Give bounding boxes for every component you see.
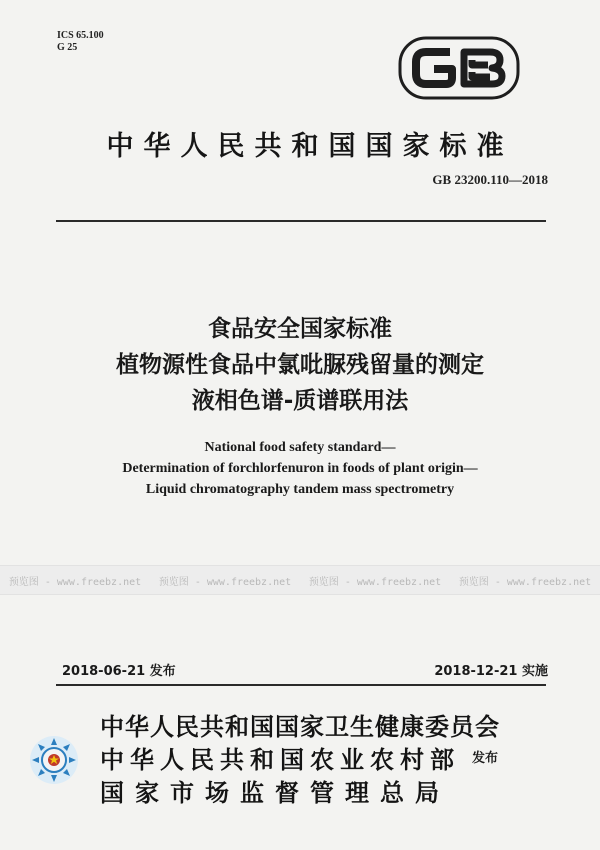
footer-divider [56,684,546,686]
issue-date: 2018-06-21 发布 [62,664,176,679]
preview-watermark-strip [0,565,600,595]
title-en-line2: Determination of forchlorfenuron in foods of plant origin— [122,461,478,476]
watermark-text: 预览图 - www.freebz.net [8,576,142,588]
gb-logo-icon [398,36,520,100]
title-en-line1: National food safety standard— [204,440,396,455]
standard-number: GB 23200.110—2018 [432,172,548,187]
publish-label: 发布 [472,751,499,766]
ics-code: ICS 65.100 [57,30,104,41]
nation-standard-title: 中华人民共和国国家标准 [106,131,514,162]
watermark-text: 预览图 - www.freebz.net [458,576,592,588]
title-en-line3: Liquid chromatography tandem mass spectrometry [145,482,455,497]
issuer-market-regulation: 国家市场监督管理总局 [100,779,450,807]
watermark-text: 预览图 - www.freebz.net [308,576,442,588]
issuer-agriculture-ministry: 中华人民共和国农业农村部 [100,746,460,774]
issuer-health-commission: 中华人民共和国国家卫生健康委员会 [100,713,500,741]
ccs-code: G 25 [57,42,78,53]
title-cn-line1: 食品安全国家标准 [208,316,392,342]
title-cn-line2: 植物源性食品中氯吡脲残留量的测定 [116,352,484,378]
watermark-text: 预览图 - www.freebz.net [158,576,292,588]
implementation-date: 2018-12-21 实施 [434,664,548,679]
title-cn-line3: 液相色谱-质谱联用法 [191,388,409,414]
header-divider [56,220,546,222]
emblem-icon [28,734,80,786]
classification-codes [57,30,104,54]
